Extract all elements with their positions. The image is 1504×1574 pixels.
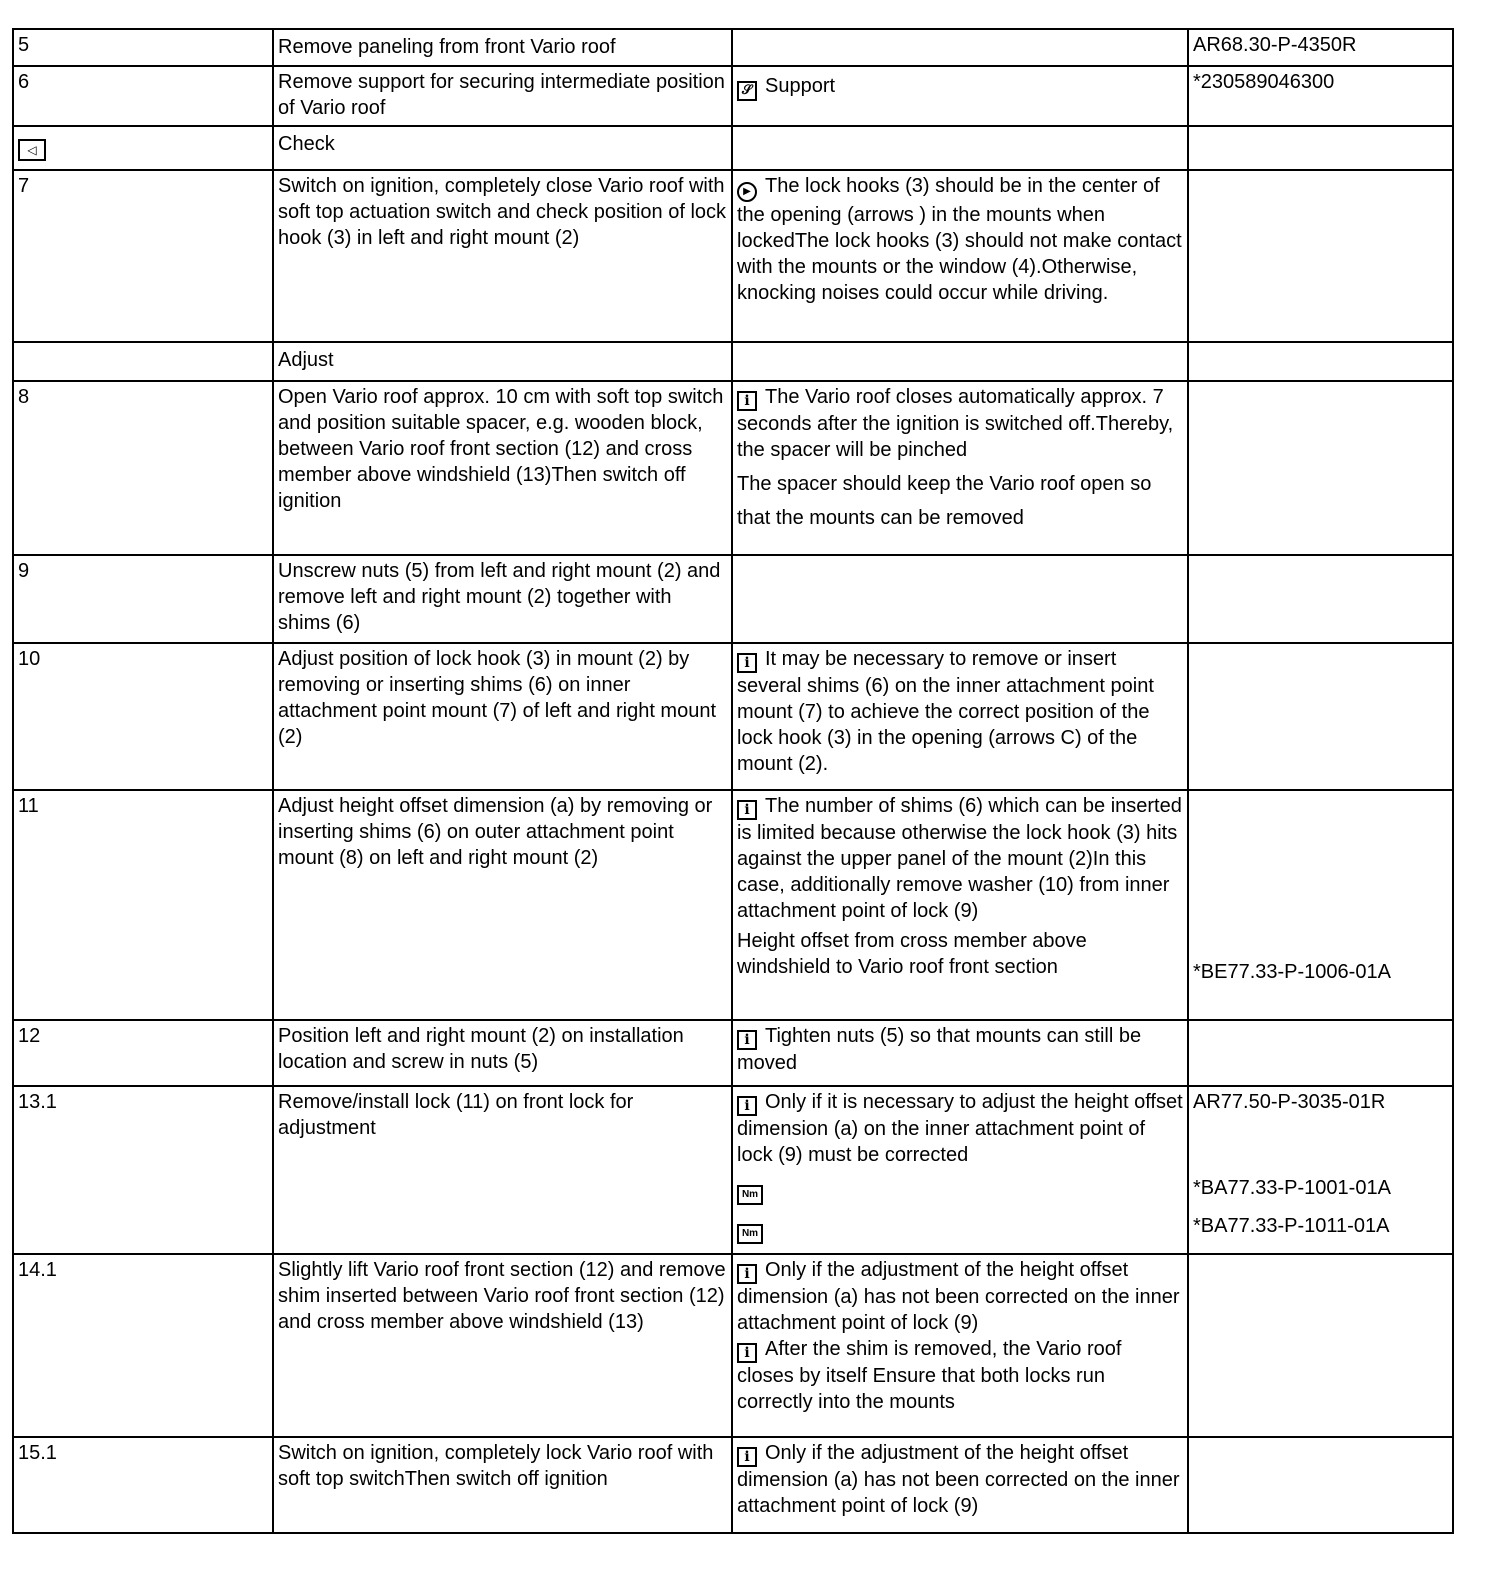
step-number: 5 [13, 29, 273, 66]
reference-code: *BE77.33-P-1006-01A [1193, 961, 1391, 983]
reference-code: AR77.50-P-3035-01R [1193, 1091, 1386, 1113]
info-icon: i [737, 653, 757, 673]
step-action: Switch on ignition, completely close Vario roof with soft top actuation switch and check position of lock hook (3) in left and right mount (2) [273, 170, 732, 342]
table-row [13, 126, 1453, 170]
step-action: Slightly lift Vario roof front section (12) and remove shim inserted between Vario roof front section (12) and cross member above windshield (13) [273, 1254, 732, 1437]
step-number: 12 [13, 1020, 273, 1086]
procedure-table [12, 28, 1454, 1534]
note-text-secondary: The spacer should keep the Vario roof open so that the mounts can be removed [737, 473, 1152, 529]
info-icon: i [737, 1030, 757, 1050]
table-row [13, 1020, 1453, 1086]
step-action: Remove paneling from front Vario roof [273, 29, 732, 66]
table-row [13, 1086, 1453, 1254]
step-reference [1188, 1086, 1453, 1254]
info-icon: i [737, 800, 757, 820]
step-note [732, 1437, 1188, 1533]
step-action: Adjust [273, 342, 732, 381]
step-reference [1188, 1020, 1453, 1086]
step-note [732, 555, 1188, 643]
table-row [13, 170, 1453, 342]
step-reference [1188, 555, 1453, 643]
note-text: Only if the adjustment of the height offset dimension (a) has not been corrected on the inner attachment point of lock (9) [737, 1442, 1180, 1517]
step-number: 13.1 [13, 1086, 273, 1254]
step-number: 7 [13, 170, 273, 342]
step-number [13, 126, 273, 170]
step-note [732, 170, 1188, 342]
note-text: It may be necessary to remove or insert several shims (6) on the inner attachment point mount (7) to achieve the correct position of the lock hook (3) in the opening (arrows C) of the mount (2). [737, 648, 1154, 775]
step-action: Check [273, 126, 732, 170]
table-row [13, 66, 1453, 126]
note-text: Tighten nuts (5) so that mounts can still be moved [737, 1025, 1142, 1074]
step-action: Open Vario roof approx. 10 cm with soft top switch and position suitable spacer, e.g. wooden block, between Vario roof front section (12) and cross member above windshield (13)Then switch off ignition [273, 381, 732, 555]
notice-icon: ▶ [737, 182, 757, 202]
step-number: 8 [13, 381, 273, 555]
step-reference [1188, 1254, 1453, 1437]
note-text: Only if it is necessary to adjust the height offset dimension (a) on the inner attachment point of lock (9) must be corrected [737, 1091, 1183, 1166]
step-reference [1188, 170, 1453, 342]
torque-icon: Nm [737, 1185, 763, 1205]
step-action: Position left and right mount (2) on installation location and screw in nuts (5) [273, 1020, 732, 1086]
table-row [13, 1437, 1453, 1533]
step-reference [1188, 1437, 1453, 1533]
step-action: Switch on ignition, completely lock Vario roof with soft top switchThen switch off ignition [273, 1437, 732, 1533]
table-row [13, 381, 1453, 555]
info-icon: i [737, 1096, 757, 1116]
step-action: Remove/install lock (11) on front lock for adjustment [273, 1086, 732, 1254]
step-reference: *230589046300 [1188, 66, 1453, 126]
step-number: 15.1 [13, 1437, 273, 1533]
info-icon: i [737, 391, 757, 411]
note-text: The Vario roof closes automatically approx. 7 seconds after the ignition is switched off.Thereby, the spacer will be pinched [737, 386, 1174, 461]
step-number: 11 [13, 790, 273, 1020]
step-note [732, 1020, 1188, 1086]
step-note [732, 381, 1188, 555]
table-row [13, 555, 1453, 643]
step-reference [1188, 790, 1453, 1020]
note-text: Only if the adjustment of the height offset dimension (a) has not been corrected on the inner attachment point of lock (9) [737, 1259, 1180, 1334]
back-arrow-icon: ◁ [18, 139, 46, 161]
note-text: Support [765, 75, 836, 97]
step-reference [1188, 126, 1453, 170]
table-row [13, 342, 1453, 381]
step-reference [1188, 643, 1453, 790]
step-action: Unscrew nuts (5) from left and right mount (2) and remove left and right mount (2) together with shims (6) [273, 555, 732, 643]
table-row [13, 1254, 1453, 1437]
step-action: Adjust height offset dimension (a) by removing or inserting shims (6) on outer attachment point mount (8) on left and right mount (2) [273, 790, 732, 1020]
note-text-secondary: Height offset from cross member above windshield to Vario roof front section [737, 930, 1087, 978]
reference-code: *BA77.33-P-1001-01A [1193, 1177, 1391, 1199]
special-tool-icon: 𝒮 [737, 81, 757, 101]
info-icon: i [737, 1447, 757, 1467]
table-row [13, 643, 1453, 790]
info-icon: i [737, 1343, 757, 1363]
note-text: The number of shims (6) which can be inserted is limited because otherwise the lock hook (3) hits against the upper panel of the mount (2)In this case, additionally remove washer (10) from inner attachment point of lock (9) [737, 795, 1182, 922]
torque-icon: Nm [737, 1224, 763, 1244]
step-number [13, 342, 273, 381]
step-note [732, 1254, 1188, 1437]
step-note [732, 790, 1188, 1020]
info-icon: i [737, 1264, 757, 1284]
step-reference [1188, 342, 1453, 381]
step-number: 10 [13, 643, 273, 790]
step-note [732, 126, 1188, 170]
table-row [13, 29, 1453, 66]
note-text: The lock hooks (3) should be in the center of the opening (arrows ) in the mounts when lockedThe lock hooks (3) should not make contact with the mounts or the window (4).Otherwise, knocking noises could occur while driving. [737, 175, 1182, 304]
note-text-secondary: After the shim is removed, the Vario roof closes by itself Ensure that both locks run correctly into the mounts [737, 1338, 1122, 1413]
step-number: 14.1 [13, 1254, 273, 1437]
step-note [732, 1086, 1188, 1254]
step-action: Adjust position of lock hook (3) in mount (2) by removing or inserting shims (6) on inner attachment point mount (7) of left and right mount (2) [273, 643, 732, 790]
step-note [732, 643, 1188, 790]
table-row [13, 790, 1453, 1020]
step-note [732, 342, 1188, 381]
step-reference: AR68.30-P-4350R [1188, 29, 1453, 66]
step-action: Remove support for securing intermediate position of Vario roof [273, 66, 732, 126]
step-note [732, 29, 1188, 66]
step-reference [1188, 381, 1453, 555]
step-number: 9 [13, 555, 273, 643]
step-number: 6 [13, 66, 273, 126]
step-note [732, 66, 1188, 126]
reference-code: *BA77.33-P-1011-01A [1193, 1215, 1390, 1237]
